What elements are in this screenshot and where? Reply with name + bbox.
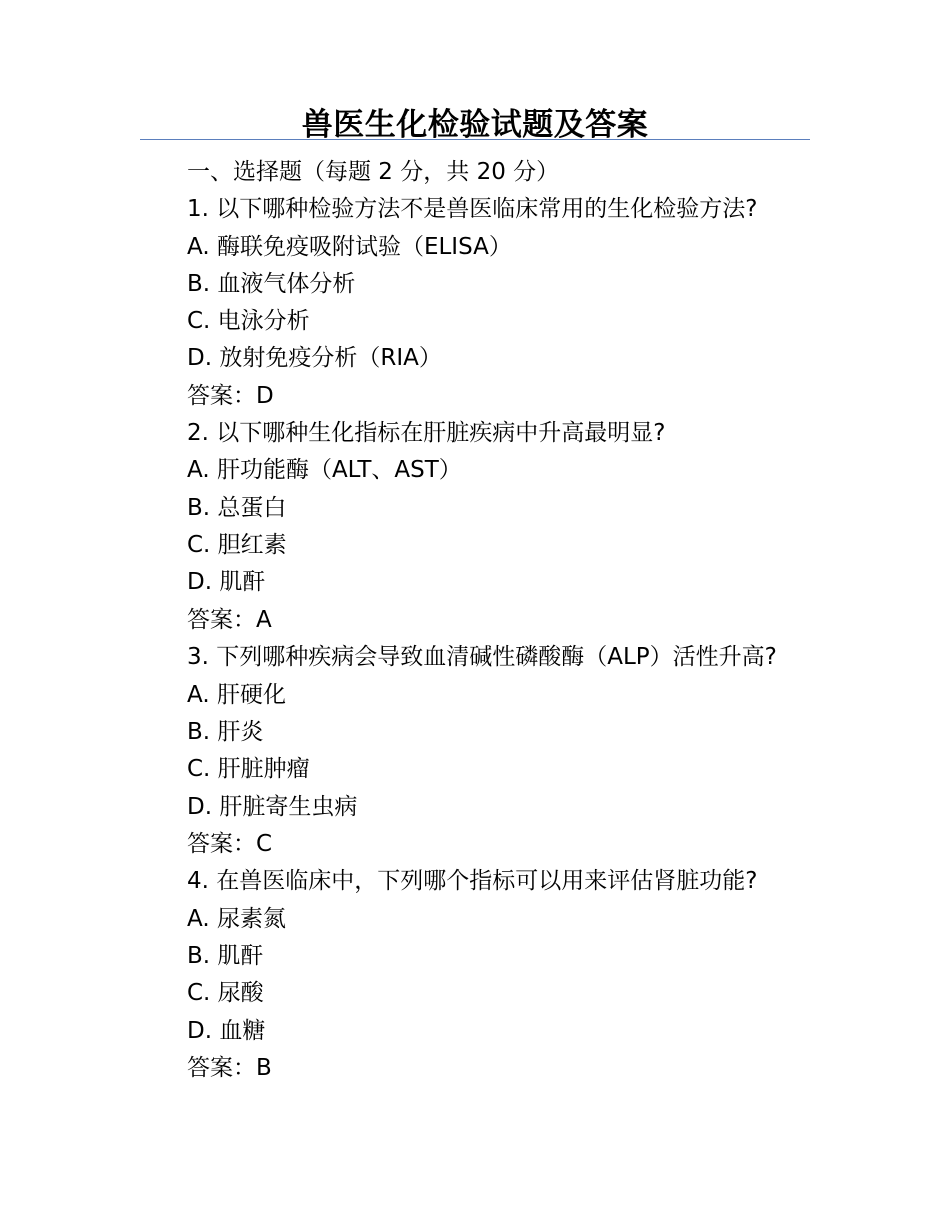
- option-a: A. 酶联免疫吸附试验（ELISA）: [187, 233, 512, 260]
- answer-text: 答案：D: [187, 382, 274, 409]
- option-c: C. 胆红素: [187, 531, 287, 558]
- option-c: C. 电泳分析: [187, 308, 310, 335]
- option-b: B. 血液气体分析: [187, 270, 356, 297]
- option-c: C. 尿酸: [187, 980, 264, 1007]
- answer-text: 答案：C: [187, 831, 273, 858]
- option-a: A. 肝功能酶（ALT、AST）: [187, 457, 462, 484]
- answer-text: 答案：B: [187, 1054, 272, 1081]
- title-underline: [140, 139, 810, 140]
- answer-text: 答案：A: [187, 606, 272, 633]
- question-block-4: [140, 863, 810, 1087]
- option-d: D. 肌酐: [187, 569, 266, 596]
- question-block-3: [140, 639, 810, 863]
- question-text: 2. 以下哪种生化指标在肝脏疾病中升高最明显?: [187, 420, 666, 447]
- option-b: B. 肌酐: [187, 942, 264, 969]
- document-title: 兽医生化检验试题及答案: [301, 107, 649, 143]
- option-a: A. 肝硬化: [187, 681, 286, 708]
- question-block-2: [140, 415, 810, 639]
- section-heading: 一、选择题（每题 2 分，共 20 分）: [187, 159, 560, 185]
- option-b: B. 肝炎: [187, 719, 264, 746]
- option-c: C. 肝脏肿瘤: [187, 756, 310, 783]
- question-text: 4. 在兽医临床中，下列哪个指标可以用来评估肾脏功能?: [187, 868, 758, 895]
- question-text: 3. 下列哪种疾病会导致血清碱性磷酸酶（ALP）活性升高?: [187, 643, 777, 670]
- option-d: D. 放射免疫分析（RIA）: [187, 345, 442, 372]
- document-body: [140, 154, 810, 1087]
- option-a: A. 尿素氮: [187, 905, 286, 932]
- option-d: D. 血糖: [187, 1017, 266, 1044]
- option-d: D. 肝脏寄生虫病: [187, 793, 358, 820]
- question-block-1: [140, 191, 810, 415]
- question-text: 1. 以下哪种检验方法不是兽医临床常用的生化检验方法?: [187, 196, 758, 223]
- option-b: B. 总蛋白: [187, 494, 287, 521]
